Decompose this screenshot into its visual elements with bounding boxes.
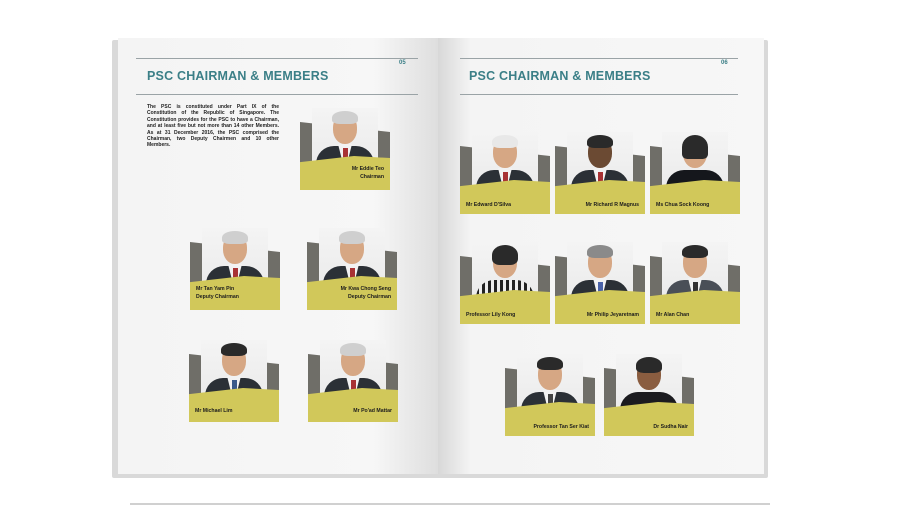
- caption-panel: [604, 402, 694, 436]
- member-name: Mr Po'ad Mattar: [353, 408, 392, 414]
- caption-panel: [460, 180, 550, 214]
- left-page: [118, 38, 438, 474]
- page-title: PSC CHAIRMAN & MEMBERS: [469, 69, 651, 83]
- member-role: Chairman: [360, 174, 384, 180]
- member-name: Mr Michael Lim: [195, 408, 233, 414]
- member-card-deputy-2: [307, 228, 397, 310]
- member-card-deputy-1: [190, 228, 280, 310]
- caption-panel: [300, 156, 390, 190]
- member-card: [650, 242, 740, 324]
- member-card: [555, 242, 645, 324]
- member-card: [555, 132, 645, 214]
- caption-panel: [650, 180, 740, 214]
- member-name: Mr Edward D'Silva: [466, 202, 512, 208]
- member-card: [308, 340, 398, 422]
- page-title: PSC CHAIRMAN & MEMBERS: [147, 69, 329, 83]
- member-card: [505, 354, 595, 436]
- caption-panel: [189, 388, 279, 422]
- member-card: [460, 132, 550, 214]
- member-card: [650, 132, 740, 214]
- member-name: Mr Kwa Chong Seng: [340, 286, 391, 292]
- member-role: Deputy Chairman: [196, 294, 239, 300]
- page-number: 06: [721, 60, 728, 66]
- member-card: [189, 340, 279, 422]
- caption-panel: [460, 290, 550, 324]
- member-name: Professor Lily Kong: [466, 312, 516, 318]
- member-card: [604, 354, 694, 436]
- floor-line: [130, 503, 770, 505]
- caption-panel: [505, 402, 595, 436]
- member-name: Mr Philip Jeyaretnam: [586, 312, 639, 318]
- caption-panel: [190, 276, 280, 310]
- member-name: Mr Eddie Teo: [351, 166, 384, 172]
- caption-panel: [308, 388, 398, 422]
- caption-panel: [307, 276, 397, 310]
- member-name: Dr Sudha Nair: [653, 424, 688, 430]
- caption-panel: [555, 290, 645, 324]
- intro-paragraph: The PSC is constituted under Part IX of the Constitution of the Republic of Singapore. The Constitution provides for the PSC to have a Chairman, and at least five but not more than 14 other Members. As at 31 December 2016, the PSC comprised the Chairman, two Deputy Chairmen and 10 other Members.: [147, 104, 279, 149]
- page-number: 05: [399, 60, 406, 66]
- caption-panel: [650, 290, 740, 324]
- member-name: Professor Tan Ser Kiat: [533, 424, 589, 430]
- member-card-chairman: [300, 108, 390, 190]
- member-name: Ms Chua Sock Koong: [656, 202, 710, 208]
- member-name: Mr Tan Yam Pin: [196, 286, 235, 292]
- top-rule: [460, 58, 738, 59]
- member-card: [460, 242, 550, 324]
- caption-panel: [555, 180, 645, 214]
- member-role: Deputy Chairman: [348, 294, 391, 300]
- title-rule: [136, 94, 418, 95]
- top-rule: [136, 58, 418, 59]
- right-page: [438, 38, 764, 474]
- title-rule: [460, 94, 738, 95]
- member-name: Mr Alan Chan: [656, 312, 690, 318]
- member-name: Mr Richard R Magnus: [585, 202, 639, 208]
